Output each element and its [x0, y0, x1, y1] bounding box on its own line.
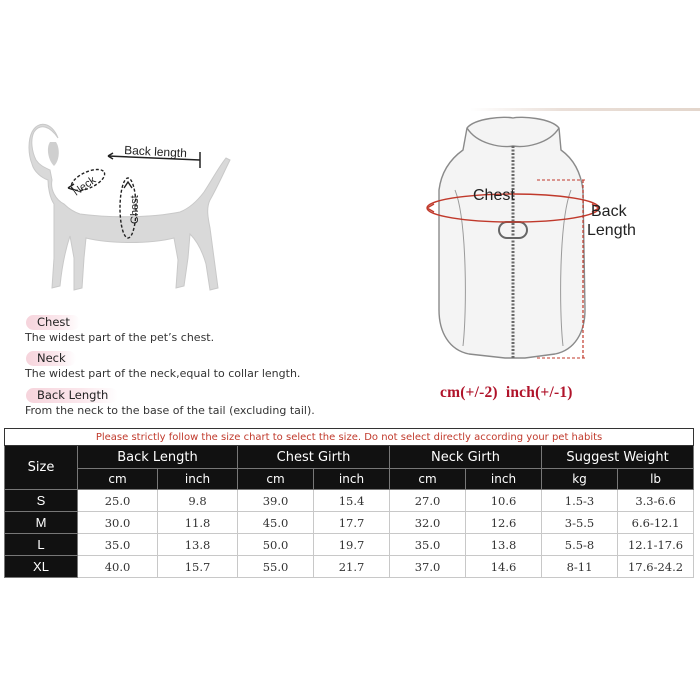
table-cell: 15.7 — [158, 556, 238, 578]
unit-header: inch — [466, 469, 542, 490]
table-cell: 3.3-6.6 — [618, 490, 694, 512]
table-cell: 1.5-3 — [542, 490, 618, 512]
table-cell: 5.5-8 — [542, 534, 618, 556]
table-cell: 55.0 — [238, 556, 314, 578]
dog-ear — [48, 142, 59, 166]
table-cell: 32.0 — [390, 512, 466, 534]
table-cell: 11.8 — [158, 512, 238, 534]
table-cell: 21.7 — [314, 556, 390, 578]
unit-header: kg — [542, 469, 618, 490]
table-cell: 45.0 — [238, 512, 314, 534]
chest-term: Chest — [26, 315, 80, 330]
table-cell: 35.0 — [390, 534, 466, 556]
table-cell: 9.8 — [158, 490, 238, 512]
back-length-definition: From the neck to the base of the tail (excluding tail). — [25, 404, 315, 417]
neck-definition: The widest part of the neck,equal to collar length. — [25, 367, 301, 380]
table-cell: 30.0 — [78, 512, 158, 534]
unit-header: inch — [158, 469, 238, 490]
table-cell: 17.6-24.2 — [618, 556, 694, 578]
table-cell: 35.0 — [78, 534, 158, 556]
table-row — [5, 534, 694, 556]
table-cell: 50.0 — [238, 534, 314, 556]
table-cell: 10.6 — [466, 490, 542, 512]
table-cell: 40.0 — [78, 556, 158, 578]
table-cell: 12.6 — [466, 512, 542, 534]
table-cell: 13.8 — [158, 534, 238, 556]
neck-girth-header: Neck Girth — [390, 446, 542, 469]
table-cell: 17.7 — [314, 512, 390, 534]
chest-definition: The widest part of the pet’s chest. — [25, 331, 215, 344]
size-label: S — [5, 490, 78, 512]
table-row — [5, 556, 694, 578]
chest-label: Chest — [129, 195, 141, 224]
unit-header: cm — [238, 469, 314, 490]
measurement-tolerance: cm(+/-2) inch(+/-1) — [440, 384, 573, 401]
table-cell: 6.6-12.1 — [618, 512, 694, 534]
back-length-term: Back Length — [26, 388, 118, 403]
coat-back-label: Back — [591, 203, 627, 220]
neck-term: Neck — [26, 351, 76, 366]
table-group-header-row — [5, 446, 694, 469]
table-row — [5, 512, 694, 534]
table-cell: 39.0 — [238, 490, 314, 512]
back-length-header: Back Length — [78, 446, 238, 469]
size-label: M — [5, 512, 78, 534]
coat-chest-label: Chest — [473, 187, 515, 204]
table-unit-header-row — [5, 469, 694, 490]
unit-header: cm — [390, 469, 466, 490]
size-label: XL — [5, 556, 78, 578]
table-row — [5, 490, 694, 512]
dog-measurement-diagram — [20, 108, 245, 308]
table-cell: 12.1-17.6 — [618, 534, 694, 556]
table-cell: 8-11 — [542, 556, 618, 578]
table-cell: 13.8 — [466, 534, 542, 556]
table-cell: 14.6 — [466, 556, 542, 578]
suggest-weight-header: Suggest Weight — [542, 446, 694, 469]
size-notice-row — [5, 429, 694, 446]
chest-girth-header: Chest Girth — [238, 446, 390, 469]
size-label: L — [5, 534, 78, 556]
back-length-label: Back length — [123, 143, 188, 161]
table-cell: 15.4 — [314, 490, 390, 512]
table-cell: 19.7 — [314, 534, 390, 556]
coat-measurement-diagram — [405, 110, 645, 380]
size-chart-table — [4, 428, 694, 578]
size-notice: Please strictly follow the size chart to select the size. Do not select directly according your pet habits — [5, 429, 694, 446]
table-cell: 37.0 — [390, 556, 466, 578]
unit-header: cm — [78, 469, 158, 490]
coat-length-label: Length — [587, 222, 636, 239]
size-column-header: Size — [5, 446, 78, 490]
neck-label: Neck — [70, 174, 99, 199]
table-cell: 3-5.5 — [542, 512, 618, 534]
table-cell: 27.0 — [390, 490, 466, 512]
unit-header: lb — [618, 469, 694, 490]
table-cell: 25.0 — [78, 490, 158, 512]
unit-header: inch — [314, 469, 390, 490]
